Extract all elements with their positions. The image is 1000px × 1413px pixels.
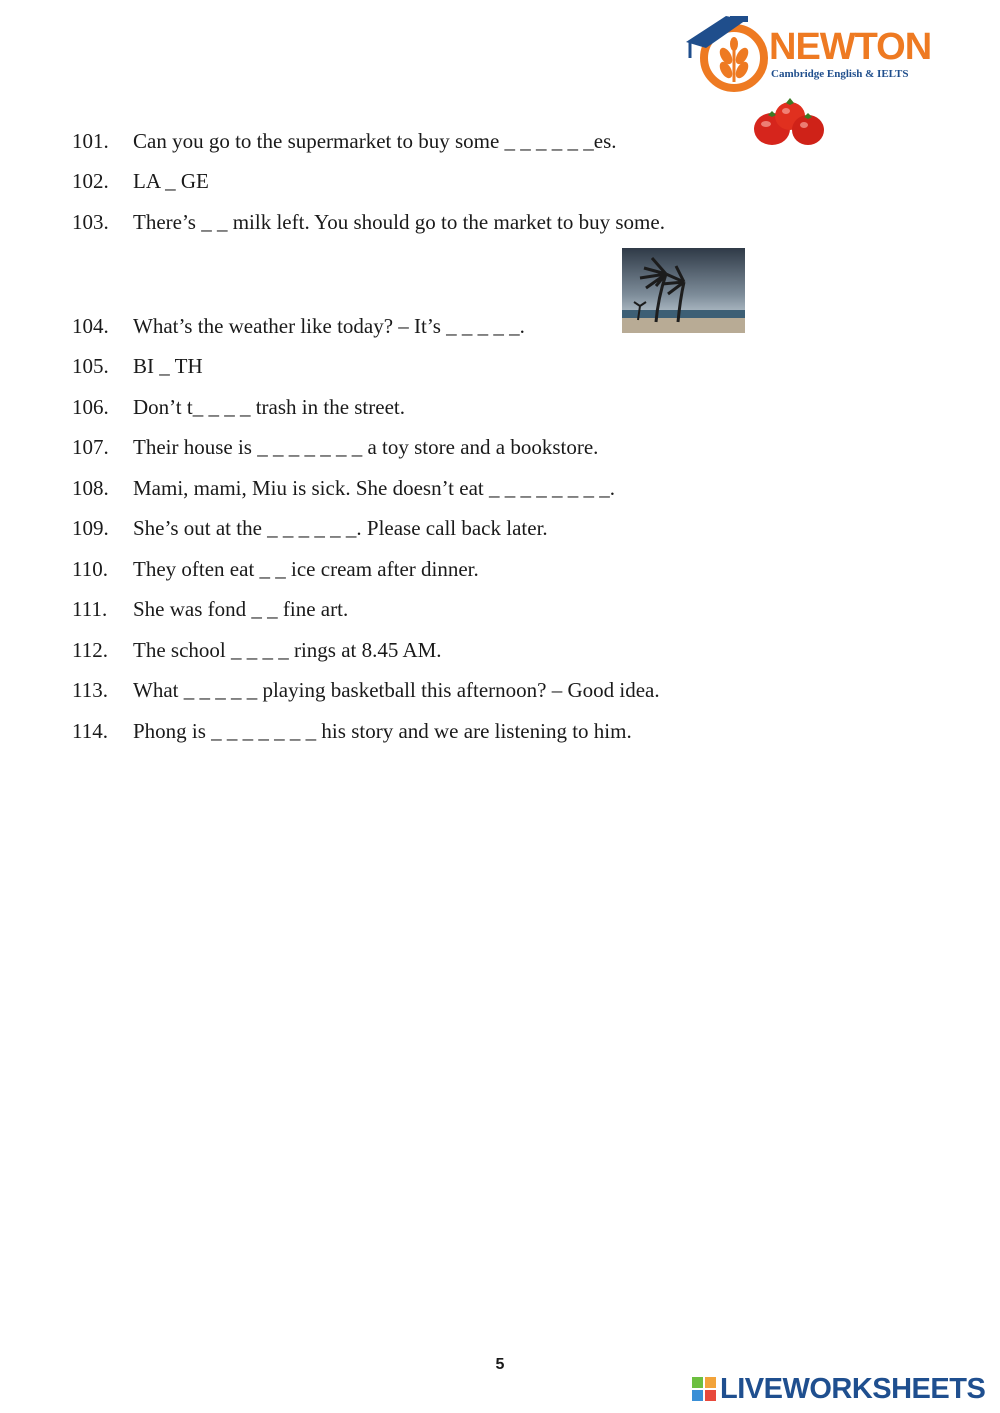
question-text: They often eat _ _ ice cream after dinner. xyxy=(133,557,479,581)
question-104 xyxy=(72,313,525,339)
question-number: 113. xyxy=(72,678,108,702)
question-114 xyxy=(72,718,632,744)
question-text: BI _ TH xyxy=(133,354,203,378)
question-101 xyxy=(72,128,617,154)
question-103 xyxy=(72,209,665,235)
question-number: 110. xyxy=(72,557,108,581)
question-text: Mami, mami, Miu is sick. She doesn’t eat _ _ _ _ _ _ _ _. xyxy=(133,476,615,500)
question-number: 106. xyxy=(72,395,109,419)
question-113 xyxy=(72,677,660,703)
question-text: Their house is _ _ _ _ _ _ _ a toy store and a bookstore. xyxy=(133,435,599,459)
logo-name: NEWTON xyxy=(769,26,932,68)
question-text: LA _ GE xyxy=(133,169,209,193)
question-number: 104. xyxy=(72,314,109,338)
question-text: What’s the weather like today? – It’s _ _ _ _ _. xyxy=(133,314,525,338)
question-105 xyxy=(72,353,203,379)
question-number: 111. xyxy=(72,597,108,621)
question-107 xyxy=(72,434,598,460)
question-106 xyxy=(72,394,405,420)
question-number: 114. xyxy=(72,719,108,743)
question-text: What _ _ _ _ _ playing basketball this afternoon? – Good idea. xyxy=(133,678,660,702)
logo-tagline: Cambridge English & IELTS xyxy=(771,68,909,80)
question-number: 102. xyxy=(72,169,109,193)
question-111 xyxy=(72,596,348,622)
question-number: 105. xyxy=(72,354,109,378)
question-number: 109. xyxy=(72,516,109,540)
question-text: There’s _ _ milk left. You should go to the market to buy some. xyxy=(133,210,665,234)
question-text: Don’t t_ _ _ _ trash in the street. xyxy=(133,395,405,419)
tomatoes-image xyxy=(742,94,828,150)
question-110 xyxy=(72,556,479,582)
question-number: 101. xyxy=(72,129,109,153)
question-number: 112. xyxy=(72,638,108,662)
question-text: She was fond _ _ fine art. xyxy=(133,597,349,621)
question-number: 107. xyxy=(72,435,109,459)
liveworksheets-brand: LIVEWORKSHEETS xyxy=(720,1373,986,1405)
page-number: 5 xyxy=(495,1356,505,1373)
windy-palm-trees-image xyxy=(622,248,745,333)
question-109 xyxy=(72,515,548,541)
liveworksheets-grid-icon xyxy=(692,1377,716,1401)
question-text: Phong is _ _ _ _ _ _ _ his story and we are listening to him. xyxy=(133,719,632,743)
question-112 xyxy=(72,637,442,663)
question-text: She’s out at the _ _ _ _ _ _. Please call back later. xyxy=(133,516,548,540)
question-number: 103. xyxy=(72,210,109,234)
newton-logo xyxy=(686,12,936,92)
question-text: The school _ _ _ _ rings at 8.45 AM. xyxy=(133,638,442,662)
question-102 xyxy=(72,168,209,194)
newton-emblem-icon xyxy=(686,12,776,92)
question-108 xyxy=(72,475,615,501)
question-text: Can you go to the supermarket to buy some _ _ _ _ _ _es. xyxy=(133,129,617,153)
question-number: 108. xyxy=(72,476,109,500)
liveworksheets-logo xyxy=(690,1372,990,1406)
